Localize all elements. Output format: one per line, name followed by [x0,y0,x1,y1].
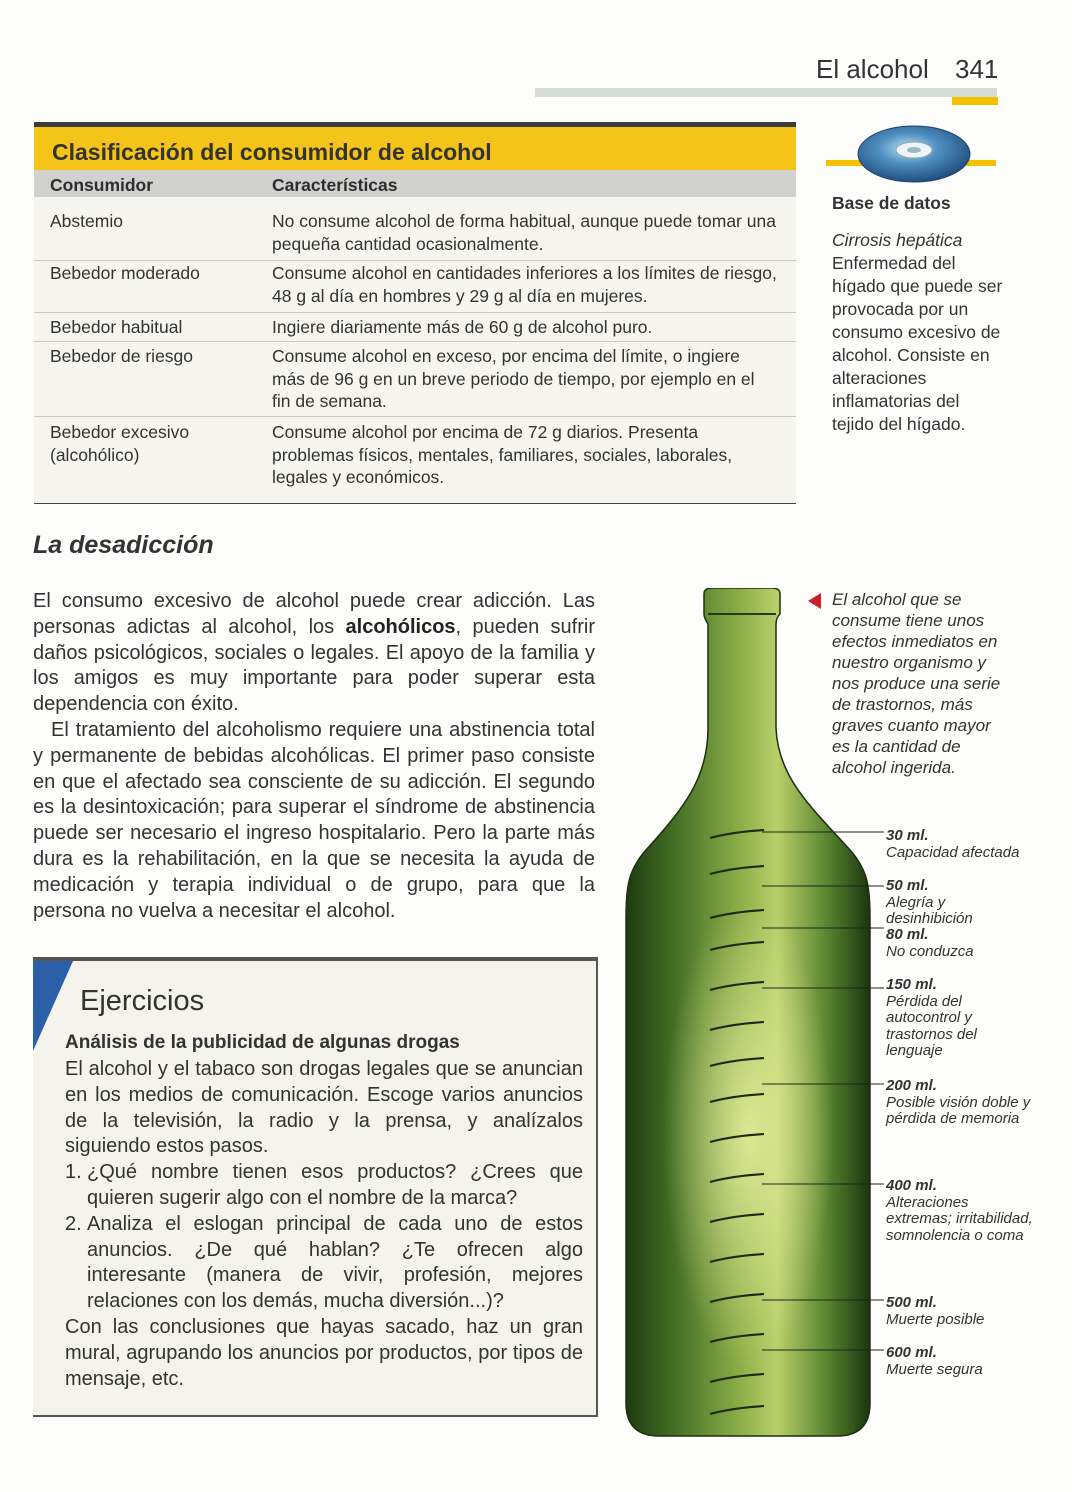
table-cell-desc: Consume alcohol en cantidades inferiores a los límites de riesgo, 48 g al día en hombres y 29 g al día en mujeres. [272,263,777,306]
sidebar-term: Cirrosis hepática [832,230,963,250]
table-title: Clasificación del consumidor de alcohol [52,139,492,165]
row-divider [34,260,796,261]
level-ml: 50 ml. [886,877,929,894]
column-header-consumer: Consumidor [50,175,154,195]
table-cell-desc: Consume alcohol por encima de 72 g diarios. Presenta problemas físicos, mentales, familiares, sociales, laborales, legales y económicos. [272,422,733,487]
level-label [886,977,1036,1060]
level-effect: No conduzca [886,942,974,960]
table-cell-desc: Ingiere diariamente más de 60 g de alcohol puro. [272,317,653,337]
table-bottom-rule [34,503,796,504]
page-number: 341 [955,54,999,84]
level-label [886,1178,1036,1244]
level-label [886,1078,1036,1128]
table-cell-consumer: Bebedor habitual [50,317,183,337]
level-label [886,1295,1036,1328]
item-text: Analiza el eslogan principal de cada uno de estos anuncios. ¿De qué hablan? ¿Te ofrecen algo interesante (manera de vivir, profesión, mejores relaciones con los demás, mucha diversión...)? [87,1212,583,1313]
row-divider [34,312,796,313]
exercise-outro: Con las conclusiones que hayas sacado, haz un gran mural, agrupando los anuncios por productos, por tipos de mensaje, etc. [65,1315,583,1390]
level-ml: 150 ml. [886,976,937,993]
table-cell-desc: No consume alcohol de forma habitual, aunque puede tomar una pequeña cantidad ocasionalmente. [272,211,776,254]
level-ml: 400 ml. [886,1177,937,1194]
paragraph: El tratamiento del alcoholismo requiere una abstinencia total y permanente de bebidas alcohólicas. El primer paso consiste en que el afectado sea consciente de su adicción. El segundo es la desintoxicación; para superar el síndrome de abstinencia puede ser necesario el ingreso hospitalario. Pero la parte más dura es la rehabilitación, en la que se necesita la ayuda de medicación y terapia individual o de grupo, para que la persona no vuelva a necesitar el alcohol. [33,718,595,922]
row-divider [34,416,796,417]
row-divider [34,341,796,342]
level-label [886,828,1036,861]
table-cell-consumer: Abstemio [50,211,123,231]
exercise-intro: El alcohol y el tabaco son drogas legales que se anuncian en los medios de comunicación. Escoge varios anuncios de la televisión, la radio y la prensa, y analízalos siguiendo estos pasos. [65,1058,583,1158]
caption-arrow-icon [808,593,821,609]
level-effect: Posible visión doble y pérdida de memoria [886,1093,1031,1127]
paragraph-text: , pueden sufrir daños psicológicos, sociales o legales. El apoyo de la familia y los amigos es muy importante para poder superar esta dependencia con éxito. [33,615,596,716]
table-cell-consumer: Bebedor moderado [50,263,200,283]
level-ml: 200 ml. [886,1077,937,1094]
header-accent [952,97,998,105]
database-disc-icon [856,122,972,184]
level-effect: Capacidad afectada [886,843,1020,861]
table-cell-consumer: Bebedor de riesgo [50,346,194,366]
level-ml: 30 ml. [886,827,929,844]
exercises-subtitle: Análisis de la publicidad de algunas drogas [65,1032,460,1053]
level-ml: 500 ml. [886,1294,937,1311]
paragraph [33,589,595,718]
exercises-body [65,1057,583,1392]
level-effect: Alegría y desinhibición [886,893,973,927]
level-label [886,878,1036,928]
bottle-caption: El alcohol que se consume tiene unos efectos inmediatos en nuestro organismo y nos produce una serie de trastornos, más graves cuanto mayor es la cantidad de alcohol ingerida. [832,590,1001,777]
level-effect: Pérdida del autocontrol y trastornos del lenguaje [886,992,977,1059]
level-effect: Muerte posible [886,1310,985,1328]
item-number: 1. [65,1161,82,1184]
table-cell-consumer: Bebedor excesivo (alcohólico) [50,422,190,465]
level-effect: Muerte segura [886,1360,983,1378]
section-title: La desadicción [33,531,214,559]
item-number: 2. [65,1212,82,1235]
exercise-item [65,1212,583,1315]
sidebar-body [832,229,1004,436]
exercises-title: Ejercicios [80,985,205,1017]
bold-term: alcohólicos [345,615,456,638]
level-label [886,927,1036,960]
level-ml: 80 ml. [886,926,929,943]
sidebar-title: Base de datos [832,193,951,213]
section-body [33,589,595,924]
level-effect: Alteraciones extremas; irritabilidad, somnolencia o coma [886,1193,1033,1244]
exercise-item [65,1160,583,1212]
level-ml: 600 ml. [886,1344,937,1361]
paragraph-text: El consumo excesivo de alcohol puede crear adicción. Las personas adictas al alcohol, los [33,590,595,638]
table-cell-desc: Consume alcohol en exceso, por encima del límite, o ingiere más de 96 g en un breve periodo de tiempo, por ejemplo en el fin de semana. [272,346,755,411]
header-rule [535,88,997,97]
level-label [886,1345,1036,1378]
sidebar-definition: Enfermedad del hígado que puede ser provocada por un consumo excesivo de alcohol. Consiste en alteraciones inflamatorias del tejido del hígado. [832,253,1003,434]
running-head-title: El alcohol [816,54,929,84]
item-text: ¿Qué nombre tienen esos productos? ¿Crees que quieren sugerir algo con el nombre de la marca? [87,1161,583,1209]
column-header-characteristics: Características [272,175,398,195]
consumer-classification-table [34,122,796,504]
